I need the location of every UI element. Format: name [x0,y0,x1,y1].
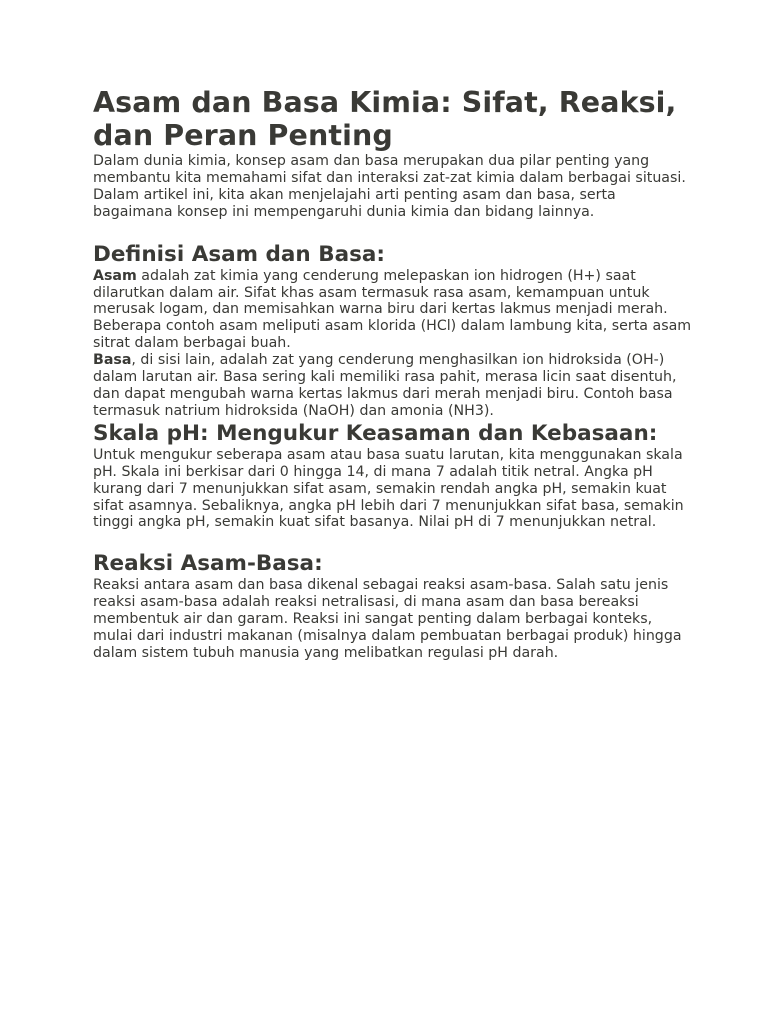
section-heading-reaksi: Reaksi Asam-Basa: [93,551,323,577]
section-heading-skala-ph: Skala pH: Mengukur Keasaman dan Kebasaan: [93,420,658,446]
reaksi-paragraph: Reaksi antara asam dan basa dikenal sebagai reaksi asam-basa. Salah satu jenis reaksi asam-basa adalah reaksi netralisasi, di mana asam dan basa bereaksi membentuk air dan garam. Reaksi ini sangat penting dalam berbagai konteks, mulai dari industri makanan (misalnya dalam pembuatan berbagai produk) hingga dalam sistem tubuh manusia yang melibatkan regulasi pH darah. [93,577,682,661]
asam-definition-text: adalah zat kimia yang cenderung melepaskan ion hidrogen (H+) saat dilarutkan dalam air. Sifat khas asam termasuk rasa asam, kemampuan untuk merusak logam, dan memisahkan warna biru dari kertas lakmus menjadi merah. Beberapa contoh asam meliputi asam klorida (HCl) dalam lambung kita, serta asam sitrat dalam berbagai buah. [93,267,692,352]
intro-paragraph: Dalam dunia kimia, konsep asam dan basa merupakan dua pilar penting yang membantu kita memahami sifat dan interaksi zat-zat kimia dalam berbagai situasi. Dalam artikel ini, kita akan menjelajahi arti penting asam dan basa, serta bagaimana konsep ini mempengaruhi dunia kimia dan bidang lainnya. [93,153,686,220]
asam-term: Asam [93,267,137,284]
page-title: Asam dan Basa Kimia: Sifat, Reaksi, dan Peran Penting [93,86,677,152]
section-heading-definisi: Definisi Asam dan Basa: [93,241,386,267]
basa-definition-text: , di sisi lain, adalah zat yang cenderung menghasilkan ion hidroksida (OH-) dalam larutan air. Basa sering kali memiliki rasa pahit, merasa licin saat disentuh, dan dapat mengubah warna kertas lakmus dari merah menjadi biru. Contoh basa termasuk natrium hidroksida (NaOH) dan amonia (NH3). [93,352,677,419]
basa-definition-paragraph [93,352,693,420]
basa-term: Basa [93,352,132,369]
document-page [93,86,693,662]
asam-definition-paragraph [93,268,693,353]
skala-ph-paragraph: Untuk mengukur seberapa asam atau basa suatu larutan, kita menggunakan skala pH. Skala ini berkisar dari 0 hingga 14, di mana 7 adalah titik netral. Angka pH kurang dari 7 menunjukkan sifat asam, semakin rendah angka pH, semakin kuat sifat asamnya. Sebaliknya, angka pH lebih dari 7 menunjukkan sifat basa, semakin tinggi angka pH, semakin kuat sifat basanya. Nilai pH di 7 menunjukkan netral. [93,446,684,531]
